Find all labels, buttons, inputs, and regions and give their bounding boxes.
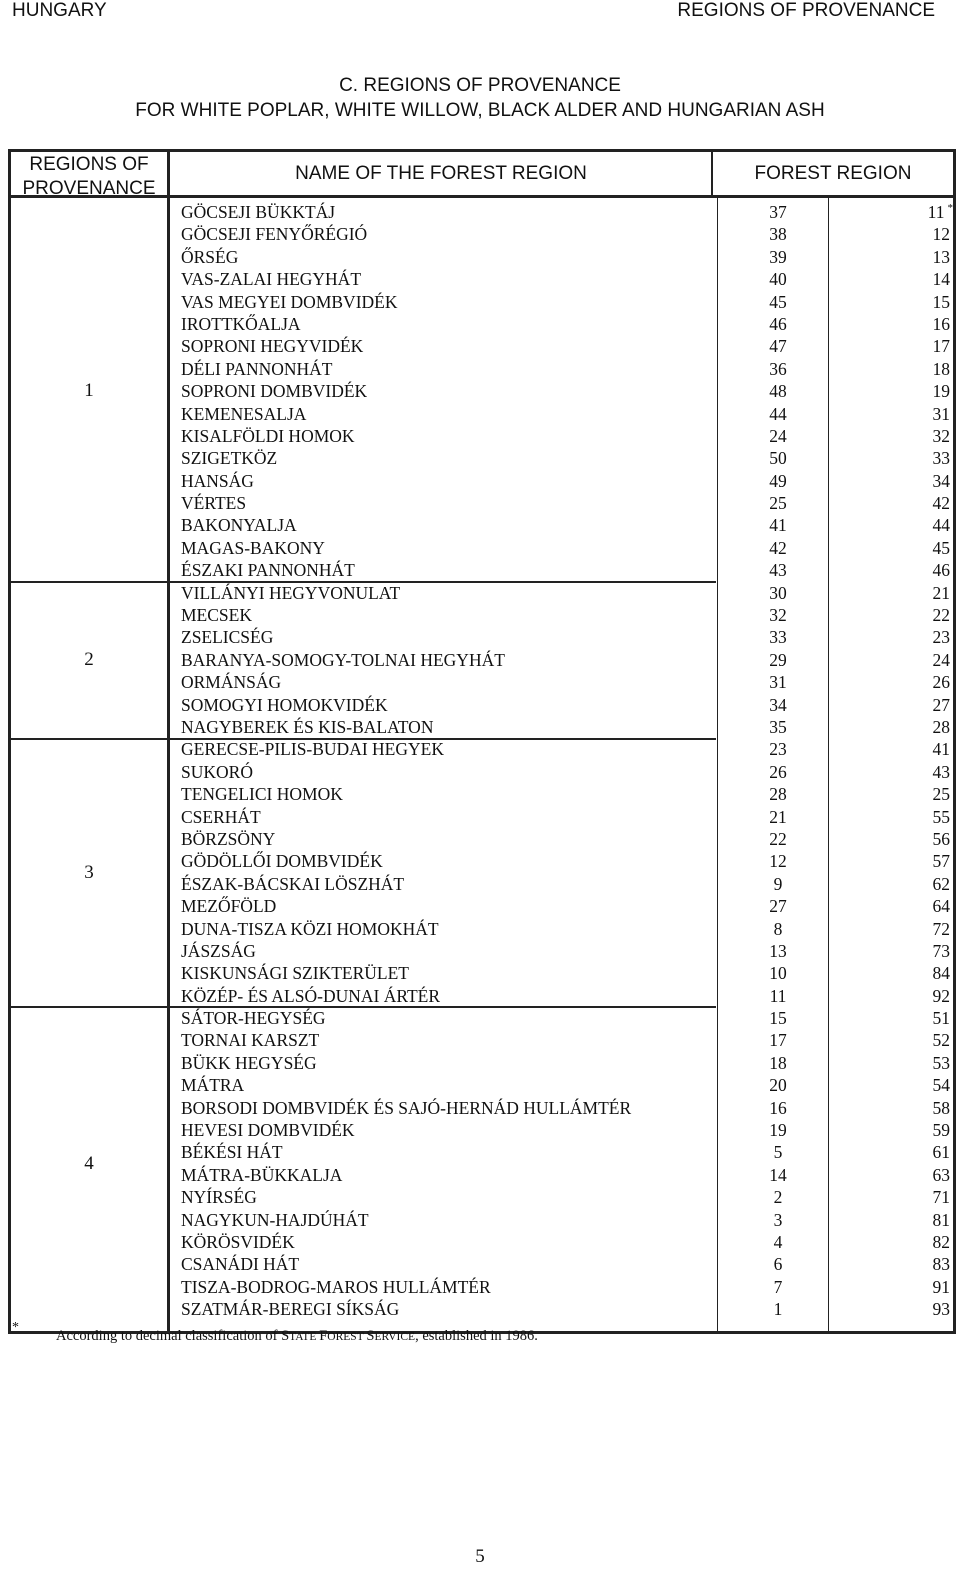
region-code: 41	[769, 515, 787, 536]
running-header-left: HUNGARY	[12, 0, 107, 21]
forest-region-number-value: 22	[932, 605, 950, 626]
region-code: 17	[769, 1030, 787, 1051]
table-row	[178, 1253, 953, 1275]
forest-region-number-value: 57	[932, 851, 950, 872]
title-line-2: FOR WHITE POPLAR, WHITE WILLOW, BLACK ALDER AND HUNGARIAN ASH	[135, 100, 825, 121]
forest-region-name: HEVESI DOMBVIDÉK	[181, 1120, 355, 1141]
forest-region-number-value: 43	[932, 761, 950, 782]
table-row	[178, 1164, 953, 1186]
forest-region-number	[838, 671, 953, 693]
forest-region-number	[838, 1231, 953, 1253]
header-provenance-line1: REGIONS OF	[29, 154, 149, 175]
forest-region-name: TORNAI KARSZT	[181, 1030, 320, 1051]
forest-region-name: SOPRONI HEGYVIDÉK	[181, 336, 364, 357]
table-row	[178, 447, 953, 469]
provenance-group-label: 3	[84, 862, 94, 883]
header-forest-region: FOREST REGION	[754, 163, 912, 184]
forest-region-number-value: 32	[932, 425, 950, 446]
forest-region-name: VÉRTES	[181, 493, 247, 514]
forest-region-name: GÖCSEJI BÜKKTÁJ	[181, 202, 336, 222]
table-rows	[178, 201, 953, 1321]
forest-region-name: MECSEK	[181, 605, 252, 626]
region-code: 8	[773, 918, 783, 939]
forest-region-name: VAS-ZALAI HEGYHÁT	[181, 269, 362, 290]
forest-region-number-value: 46	[932, 560, 950, 581]
region-code: 1	[773, 1299, 783, 1320]
region-code: 32	[769, 605, 787, 626]
column-divider-provenance	[167, 152, 170, 1331]
forest-region-number	[838, 1141, 953, 1163]
table-row	[178, 806, 953, 828]
forest-region-number	[838, 582, 953, 604]
region-code: 50	[769, 448, 787, 469]
region-code: 10	[769, 963, 787, 984]
region-code: 35	[769, 716, 787, 737]
forest-region-number-value: 93	[932, 1299, 950, 1320]
table-row	[178, 1298, 953, 1320]
region-code: 18	[769, 1052, 787, 1073]
forest-region-number	[838, 985, 953, 1007]
forest-region-name: VILLÁNYI HEGYVONULAT	[181, 582, 401, 603]
forest-region-number-value: 53	[932, 1052, 950, 1073]
forest-region-number	[838, 201, 953, 223]
forest-region-number-value: 82	[932, 1231, 950, 1252]
footnote-reference-mark: *	[947, 202, 953, 215]
page-title	[0, 73, 960, 123]
forest-region-number-value: 56	[932, 828, 950, 849]
region-code: 19	[769, 1120, 787, 1141]
forest-region-name: BÉKÉSI HÁT	[181, 1142, 283, 1163]
forest-region-name: BAKONYALJA	[181, 515, 297, 536]
forest-region-number-value: 81	[932, 1209, 950, 1230]
forest-region-number-value: 44	[932, 515, 950, 536]
forest-region-number	[838, 313, 953, 335]
region-code: 37	[769, 202, 787, 222]
region-code: 27	[769, 896, 787, 917]
forest-region-number-value: 58	[932, 1097, 950, 1118]
forest-region-number-value: 14	[932, 269, 950, 290]
forest-region-number	[838, 1276, 953, 1298]
table-row	[178, 403, 953, 425]
region-code: 40	[769, 269, 787, 290]
forest-region-number-value: 21	[932, 582, 950, 603]
forest-region-name: DÉLI PANNONHÁT	[181, 358, 333, 379]
page-number: 5	[475, 1546, 485, 1567]
forest-region-name: MEZŐFÖLD	[181, 896, 277, 917]
table-row	[178, 1231, 953, 1253]
forest-region-number-value: 33	[932, 448, 950, 469]
forest-region-number-value: 28	[932, 716, 950, 737]
forest-region-number	[838, 828, 953, 850]
table-row	[178, 1029, 953, 1051]
region-code: 39	[769, 246, 787, 267]
forest-region-number-value: 24	[932, 649, 950, 670]
table-row	[178, 1052, 953, 1074]
forest-region-name: SOPRONI DOMBVIDÉK	[181, 381, 368, 402]
table-row	[178, 783, 953, 805]
forest-region-number	[838, 470, 953, 492]
table-row	[178, 514, 953, 536]
forest-region-name: GÖCSEJI FENYŐRÉGIÓ	[181, 224, 368, 245]
forest-region-name: GÖDÖLLŐI DOMBVIDÉK	[181, 851, 383, 872]
table-row	[178, 380, 953, 402]
table-row	[178, 694, 953, 716]
footnote-agency-r3: ERVICE	[374, 1331, 416, 1343]
forest-region-name: NAGYBEREK ÉS KIS-BALATON	[181, 716, 434, 737]
forest-region-number-value: 19	[932, 381, 950, 402]
forest-region-number-value: 15	[932, 291, 950, 312]
footnote-mark: *	[12, 1320, 19, 1335]
region-code: 3	[773, 1209, 783, 1230]
table-row	[178, 940, 953, 962]
forest-region-number	[838, 604, 953, 626]
forest-region-number	[838, 1209, 953, 1231]
forest-region-number-value: 25	[932, 784, 950, 805]
region-code: 29	[769, 649, 787, 670]
table-row	[178, 1074, 953, 1096]
region-code: 2	[773, 1187, 783, 1208]
region-code: 42	[769, 537, 787, 558]
forest-region-number	[838, 223, 953, 245]
region-code: 36	[769, 358, 787, 379]
region-code: 26	[769, 761, 787, 782]
forest-region-number-value: 34	[932, 470, 950, 491]
forest-region-number	[838, 918, 953, 940]
region-code: 31	[769, 672, 787, 693]
forest-region-name: ÉSZAK-BÁCSKAI LÖSZHÁT	[181, 873, 405, 894]
forest-region-number	[838, 649, 953, 671]
group-divider	[11, 1006, 716, 1008]
table-row	[178, 425, 953, 447]
forest-region-name: ŐRSÉG	[181, 246, 239, 267]
table-row	[178, 291, 953, 313]
table-row	[178, 828, 953, 850]
table-row	[178, 1276, 953, 1298]
region-code: 30	[769, 582, 787, 603]
table-row	[178, 761, 953, 783]
footnote-text	[56, 1328, 538, 1345]
forest-region-number	[838, 806, 953, 828]
forest-region-name: DUNA-TISZA KÖZI HOMOKHÁT	[181, 918, 439, 939]
forest-region-name: SUKORÓ	[181, 761, 253, 782]
forest-region-number	[838, 895, 953, 917]
region-code: 48	[769, 381, 787, 402]
forest-region-name: MÁTRA-BÜKKALJA	[181, 1164, 343, 1185]
forest-region-number-value: 16	[932, 313, 950, 334]
forest-region-number	[838, 425, 953, 447]
forest-region-number-value: 12	[932, 224, 950, 245]
forest-region-number	[838, 358, 953, 380]
region-code: 15	[769, 1008, 787, 1029]
region-code: 47	[769, 336, 787, 357]
table-row	[178, 873, 953, 895]
forest-region-number-value: 45	[932, 537, 950, 558]
table-row	[178, 313, 953, 335]
region-code: 7	[773, 1276, 783, 1297]
table-row	[178, 492, 953, 514]
forest-region-number	[838, 1052, 953, 1074]
region-code: 5	[773, 1142, 783, 1163]
forest-region-number	[838, 492, 953, 514]
region-code: 11	[769, 985, 787, 1006]
forest-region-name: KISALFÖLDI HOMOK	[181, 425, 355, 446]
forest-region-name: TENGELICI HOMOK	[181, 784, 343, 805]
forest-region-number-value: 59	[932, 1120, 950, 1141]
table-row	[178, 962, 953, 984]
forest-region-number-value: 27	[932, 694, 950, 715]
forest-region-name: MÁTRA	[181, 1075, 245, 1096]
region-code: 24	[769, 425, 787, 446]
region-code: 22	[769, 828, 787, 849]
footnote-agency-r1: TATE	[289, 1331, 320, 1343]
forest-region-number	[838, 962, 953, 984]
forest-region-number	[838, 1097, 953, 1119]
forest-region-number	[838, 850, 953, 872]
footnote-text-after: , established in 1986.	[415, 1328, 538, 1344]
table-row	[178, 604, 953, 626]
forest-region-name: NAGYKUN-HAJDÚHÁT	[181, 1209, 369, 1230]
group-divider	[11, 581, 716, 583]
forest-region-number-value: 62	[932, 873, 950, 894]
forest-region-name: ORMÁNSÁG	[181, 672, 282, 693]
forest-region-name: BARANYA-SOMOGY-TOLNAI HEGYHÁT	[181, 649, 505, 670]
region-code: 38	[769, 224, 787, 245]
region-code: 43	[769, 560, 787, 581]
region-code: 46	[769, 313, 787, 334]
forest-region-name: VAS MEGYEI DOMBVIDÉK	[181, 291, 398, 312]
footnote-agency-c2: F	[319, 1328, 328, 1344]
table-row	[178, 918, 953, 940]
provenance-group-label: 4	[84, 1153, 94, 1175]
table-row	[178, 335, 953, 357]
footnote-text-before: According to decimal classification of	[56, 1328, 282, 1344]
forest-region-name: NYÍRSÉG	[181, 1187, 257, 1208]
forest-region-name: MAGAS-BAKONY	[181, 537, 325, 558]
forest-region-number	[838, 291, 953, 313]
region-code: 16	[769, 1097, 787, 1118]
table-row	[178, 1209, 953, 1231]
forest-region-number	[838, 335, 953, 357]
forest-region-name: BORSODI DOMBVIDÉK ÉS SAJÓ-HERNÁD HULLÁMTÉR	[181, 1097, 632, 1118]
forest-region-name: JÁSZSÁG	[181, 940, 256, 961]
forest-region-number-value: 13	[932, 246, 950, 267]
forest-region-number-value: 71	[932, 1187, 950, 1208]
table-row	[178, 850, 953, 872]
forest-region-name: ZSELICSÉG	[181, 627, 274, 648]
forest-region-number-value: 17	[932, 336, 950, 357]
provenance-group-label: 1	[84, 380, 94, 402]
footnote-agency-r2: OREST	[327, 1331, 367, 1343]
forest-region-name: GERECSE-PILIS-BUDAI HEGYEK	[181, 739, 444, 760]
forest-region-number	[838, 783, 953, 805]
forest-region-number-value: 31	[932, 403, 950, 424]
region-code: 6	[773, 1254, 783, 1275]
forest-region-number	[838, 559, 953, 581]
forest-region-number	[838, 716, 953, 738]
header-provenance-line2: PROVENANCE	[22, 178, 156, 199]
footnote-agency-c1: S	[281, 1328, 290, 1344]
forest-region-name: BÖRZSÖNY	[181, 828, 276, 849]
forest-region-name: CSERHÁT	[181, 806, 261, 827]
forest-region-name: ÉSZAKI PANNONHÁT	[181, 560, 355, 581]
title-line-1: C. REGIONS OF PROVENANCE	[339, 75, 621, 96]
forest-region-number	[838, 246, 953, 268]
forest-region-number	[838, 873, 953, 895]
table-row	[178, 559, 953, 581]
forest-region-number-value: 52	[932, 1030, 950, 1051]
forest-region-number	[838, 1074, 953, 1096]
forest-region-number-value: 91	[932, 1276, 950, 1297]
forest-region-number	[838, 1186, 953, 1208]
forest-region-number	[838, 940, 953, 962]
table-row	[178, 268, 953, 290]
provenance-group-label: 2	[84, 649, 94, 671]
region-code: 45	[769, 291, 787, 312]
forest-region-number-value: 51	[932, 1008, 950, 1029]
forest-region-name: SZATMÁR-BEREGI SÍKSÁG	[181, 1299, 400, 1320]
region-code: 14	[769, 1164, 787, 1185]
table-row	[178, 1141, 953, 1163]
table-row	[178, 716, 953, 738]
group-divider	[11, 738, 716, 740]
region-code: 20	[769, 1075, 787, 1096]
table-row	[178, 1119, 953, 1141]
forest-region-number	[838, 626, 953, 648]
forest-region-number-value: 63	[932, 1164, 950, 1185]
forest-region-number	[838, 1253, 953, 1275]
forest-region-number	[838, 403, 953, 425]
forest-region-name: TISZA-BODROG-MAROS HULLÁMTÉR	[181, 1276, 491, 1297]
forest-region-number	[838, 268, 953, 290]
forest-region-number-value: 23	[932, 627, 950, 648]
forest-region-number	[838, 537, 953, 559]
forest-region-number	[838, 1119, 953, 1141]
region-code: 25	[769, 493, 787, 514]
forest-region-number-value: 26	[932, 672, 950, 693]
forest-region-name: KÖRÖSVIDÉK	[181, 1231, 295, 1252]
forest-region-number	[838, 447, 953, 469]
region-code: 21	[769, 806, 787, 827]
provenance-table	[8, 149, 956, 1334]
forest-region-number-value: 55	[932, 806, 950, 827]
forest-region-number-value: 11	[927, 202, 945, 222]
table-row	[178, 470, 953, 492]
forest-region-number-value: 41	[932, 739, 950, 760]
forest-region-number	[838, 1007, 953, 1029]
region-code: 28	[769, 784, 787, 805]
forest-region-name: KISKUNSÁGI SZIKTERÜLET	[181, 963, 409, 984]
footnote-agency-c3: S	[366, 1328, 375, 1344]
forest-region-number	[838, 380, 953, 402]
region-code: 33	[769, 627, 787, 648]
forest-region-number-value: 92	[932, 985, 950, 1006]
table-row	[178, 223, 953, 245]
running-header-right: REGIONS OF PROVENANCE	[677, 0, 935, 21]
forest-region-number	[838, 514, 953, 536]
region-code: 23	[769, 739, 787, 760]
forest-region-name: IROTTKŐALJA	[181, 313, 301, 334]
forest-region-number	[838, 694, 953, 716]
table-row	[178, 1186, 953, 1208]
region-code: 13	[769, 940, 787, 961]
table-row	[178, 201, 953, 223]
forest-region-number-value: 64	[932, 896, 950, 917]
forest-region-name: KEMENESALJA	[181, 403, 307, 424]
forest-region-name: SÁTOR-HEGYSÉG	[181, 1008, 326, 1029]
table-row	[178, 649, 953, 671]
table-row	[178, 895, 953, 917]
region-code: 12	[769, 851, 787, 872]
forest-region-number	[838, 761, 953, 783]
table-row	[178, 537, 953, 559]
region-code: 4	[773, 1231, 783, 1252]
table-row	[178, 626, 953, 648]
forest-region-number-value: 61	[932, 1142, 950, 1163]
table-row	[178, 1097, 953, 1119]
forest-region-number	[838, 738, 953, 760]
forest-region-name: BÜKK HEGYSÉG	[181, 1052, 317, 1073]
table-row	[178, 358, 953, 380]
region-code: 34	[769, 694, 787, 715]
forest-region-name: KÖZÉP- ÉS ALSÓ-DUNAI ÁRTÉR	[181, 985, 441, 1006]
region-code: 49	[769, 470, 787, 491]
forest-region-name: HANSÁG	[181, 470, 254, 491]
forest-region-name: CSANÁDI HÁT	[181, 1254, 300, 1275]
forest-region-number-value: 73	[932, 940, 950, 961]
table-row	[178, 985, 953, 1007]
table-row	[178, 1007, 953, 1029]
forest-region-number-value: 18	[932, 358, 950, 379]
forest-region-number-value: 54	[932, 1075, 950, 1096]
forest-region-name: SZIGETKÖZ	[181, 448, 278, 469]
forest-region-number	[838, 1298, 953, 1320]
forest-region-number-value: 83	[932, 1254, 950, 1275]
table-row	[178, 671, 953, 693]
forest-region-number	[838, 1164, 953, 1186]
region-code: 9	[773, 873, 783, 894]
forest-region-name: SOMOGYI HOMOKVIDÉK	[181, 694, 388, 715]
table-row	[178, 582, 953, 604]
header-provenance	[11, 153, 167, 201]
table-row	[178, 246, 953, 268]
forest-region-number-value: 72	[932, 918, 950, 939]
forest-region-number	[838, 1029, 953, 1051]
forest-region-number-value: 84	[932, 963, 950, 984]
header-name: NAME OF THE FOREST REGION	[295, 163, 587, 184]
table-row	[178, 738, 953, 760]
forest-region-number-value: 42	[932, 493, 950, 514]
region-code: 44	[769, 403, 787, 424]
